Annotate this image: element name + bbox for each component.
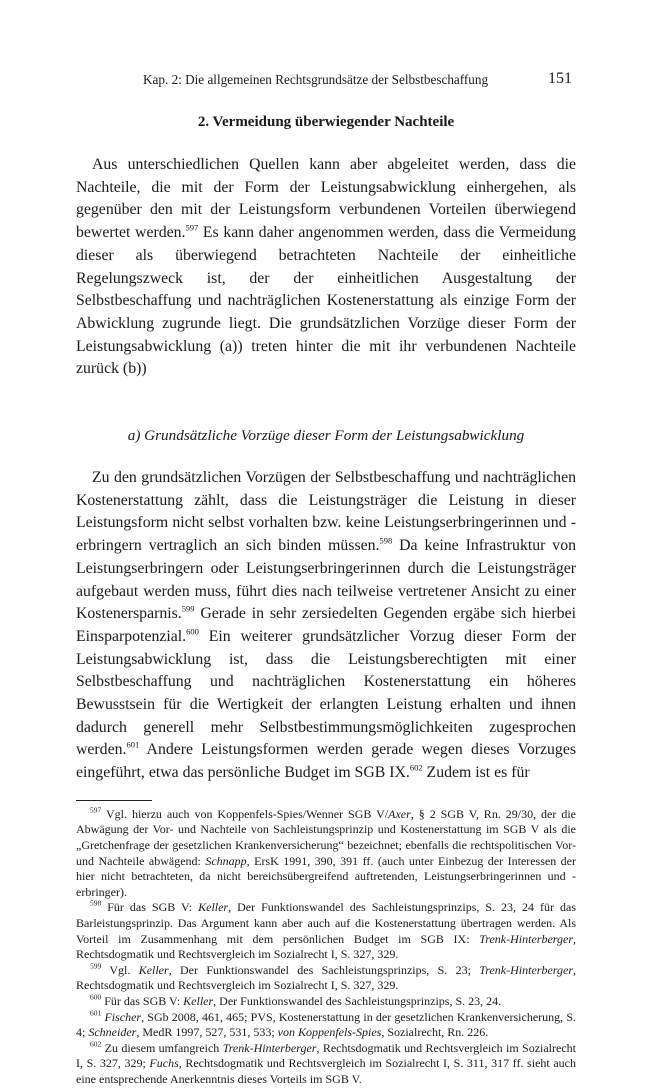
footnote-number: 597 <box>90 805 102 815</box>
body-text-5: Andere Leistungsformen werden gerade wegen dieses Vorzuges eingeführt, etwa das persönliche Budget im SGB IX. <box>76 741 576 782</box>
footnote-text: , ErsK 1991, 390, 391 ff. (auch unter Einbezug der Interessen der hier nicht betrachteten, da nicht bereichsübergreifend auftretenden, Leistungserbringerinnen und -erbringer). <box>76 853 577 899</box>
intro-paragraph <box>76 154 576 381</box>
footnote-author: Trenk-Hinterberger <box>222 1040 317 1055</box>
footnote-text: , Rechtsdogmatik und Rechtsvergleich im Sozialrecht I, S. 327, 329. <box>76 931 576 962</box>
footnote-598 <box>76 900 576 962</box>
footnote-ref-602[interactable]: 602 <box>409 762 423 773</box>
body-text-6: Zudem ist es für <box>422 764 530 782</box>
footnote-597 <box>76 807 576 901</box>
footnotes <box>76 807 576 1088</box>
footnote-number: 601 <box>90 1007 102 1017</box>
footnote-author: Fischer <box>104 1009 142 1024</box>
footnote-author: Trenk-Hinterberger <box>479 962 573 977</box>
footnote-text: Vgl. hierzu auch von Koppenfels-Spies/Wenner SGB V/ <box>101 806 389 821</box>
footnote-ref-597[interactable]: 597 <box>185 222 199 233</box>
footnote-text: , Rechtsdogmatik und Rechtsvergleich im Sozialrecht I, S. 327, 329; <box>76 1040 577 1071</box>
body-text-3: Gerade in sehr zersiedelten Gegenden ergäbe sich hierbei Einsparpotenzial. <box>76 605 576 645</box>
footnote-text: , SGb 2008, 461, 465; PVS, Kostenerstattung in der gesetzlichen Krankenversicherung, S. 4; <box>76 1009 576 1040</box>
footnote-author: Schneider <box>88 1025 137 1040</box>
footnote-text: Für das SGB V: <box>101 900 199 915</box>
footnote-author: Axer <box>388 806 411 821</box>
footnote-text: , MedR 1997, 527, 531, 533; <box>136 1025 278 1040</box>
footnote-author: Trenk-Hinterberger <box>479 931 573 946</box>
page-content <box>76 112 576 1088</box>
footnote-602 <box>76 1041 576 1088</box>
footnote-text: , Sozialrecht, Rn. 226. <box>381 1025 489 1040</box>
footnote-599 <box>76 963 576 994</box>
intro-text-2: Es kann daher angenommen werden, dass die Vermeidung dieser als überwiegend betrachteten Nachteile der einheitliche Regelungszweck ist, der der einheitlichen Ausgestaltung der Selbstbeschaffung und nachträglichen Kostenerstattung als einzige Form der Abwicklung zugrunde liegt. Die grundsätzlichen Vorzüge dieser Form der Leistungsabwicklung (a)) treten hinter die mit ihr verbundenen Nachteile zurück (b)) <box>76 224 576 378</box>
body-text-4: Ein weiterer grundsätzlicher Vorzug dieser Form der Leistungsabwicklung ist, dass die Leistungsberechtigten mit einer Selbstbeschaffung und nachträglichen Kostenerstattung ein höheres Bewusstsein für die Wertigkeit der erlangten Leistung erhalten und ihnen dadurch generell mehr Selbstbestimmungsmöglichkeiten zugesprochen werden. <box>76 627 576 759</box>
footnote-text: , Rechtsdogmatik und Rechtsvergleich im Sozialrecht I, S. 327, 329. <box>76 962 576 993</box>
footnote-text: Für das SGB V: <box>101 994 184 1008</box>
running-head <box>0 72 650 92</box>
body-text-2: Da keine Infrastruktur von Leistungserbringern oder Leistungserbringerinnen durch die Leistungsträger aufgebaut werden muss, führt dies nach teilweise vertretener Ansicht zu einer Kostenersparnis. <box>76 537 577 623</box>
footnote-text: , § 2 SGB V, Rn. 29/30, der die Abwägung der Vor- und Nachteile von Sachleistungsprinzip und Kostenerstattung im SGB V als die „Gretchenfrage der gesetzlichen Krankenversicherung“ bezeichnet; ebenfalls die rechtspolitischen Vor- und Nachteile abwägend: <box>76 806 576 868</box>
footnote-text: , Der Funktionswandel des Sachleistungsprinzips, S. 23, 24 für das Barleistungsprinzip. Das Argument kann aber auch auf die Kostenerstattung übertragen werden. Als Vorteil im Zusammenhang mit dem persönlichen Budget im SGB IX: <box>76 900 576 946</box>
footnote-number: 598 <box>90 898 102 908</box>
footnote-author: Keller <box>183 994 214 1008</box>
footnote-author: Schnapp <box>205 853 247 868</box>
footnote-author: von Koppenfels-Spies <box>277 1025 382 1040</box>
footnote-number: 599 <box>90 961 102 971</box>
footnote-separator <box>76 800 152 801</box>
footnote-number: 600 <box>90 992 102 1002</box>
footnote-text: , Der Funktionswandel des Sachleistungsprinzips, S. 23; <box>168 962 480 977</box>
footnote-ref-598[interactable]: 598 <box>379 535 393 546</box>
intro-text-1: Aus unterschiedlichen Quellen kann aber abgeleitet werden, dass die Nachteile, die mit der Form der Leistungsabwicklung einhergehen, als gegenüber den mit der Leistungsform verbundenen Vorteilen überwiegend bewertet werden. <box>76 156 576 242</box>
footnote-601 <box>76 1007 576 1041</box>
footnote-author: Keller <box>138 962 169 977</box>
subsection-title: a) Grundsätzliche Vorzüge dieser Form der Leistungsabwicklung <box>127 427 525 445</box>
section-title: 2. Vermeidung überwiegender Nachteile <box>197 114 455 130</box>
page-number: 151 <box>548 70 572 87</box>
footnote-text: Vgl. <box>101 962 139 977</box>
footnote-author: Keller <box>198 900 229 915</box>
body-text-1: Zu den grundsätzlichen Vorzügen der Selbstbeschaffung und nachträglichen Kostenerstattung zählt, dass die Leistungsträger die Leistung in dieser Leistungsform nicht selbst vorhalten bzw. keine Leistungserbringerinnen und -erbringern vertraglich an sich binden müssen. <box>76 469 576 555</box>
footnote-number: 602 <box>90 1039 102 1049</box>
footnote-ref-600[interactable]: 600 <box>186 626 199 637</box>
footnote-600 <box>76 994 576 1010</box>
footnote-ref-599[interactable]: 599 <box>181 603 195 614</box>
footnote-ref-601[interactable]: 601 <box>126 740 140 751</box>
running-title: Kap. 2: Die allgemeinen Rechtsgrundsätze der Selbstbeschaffung <box>143 72 489 87</box>
footnote-author: Fuchs <box>149 1056 179 1071</box>
footnote-text: , Rechtsdogmatik und Rechtsvergleich im Sozialrecht I, S. 311, 317 ff. sieht auch eine entsprechende Anerkenntnis dieses Vorteils im SGB V. <box>76 1056 576 1086</box>
footnote-text: Zu diesem umfangreich <box>101 1040 223 1055</box>
body-paragraph <box>76 467 576 785</box>
footnote-text: , Der Funktionswandel des Sachleistungsprinzips, S. 23, 24. <box>213 994 502 1008</box>
